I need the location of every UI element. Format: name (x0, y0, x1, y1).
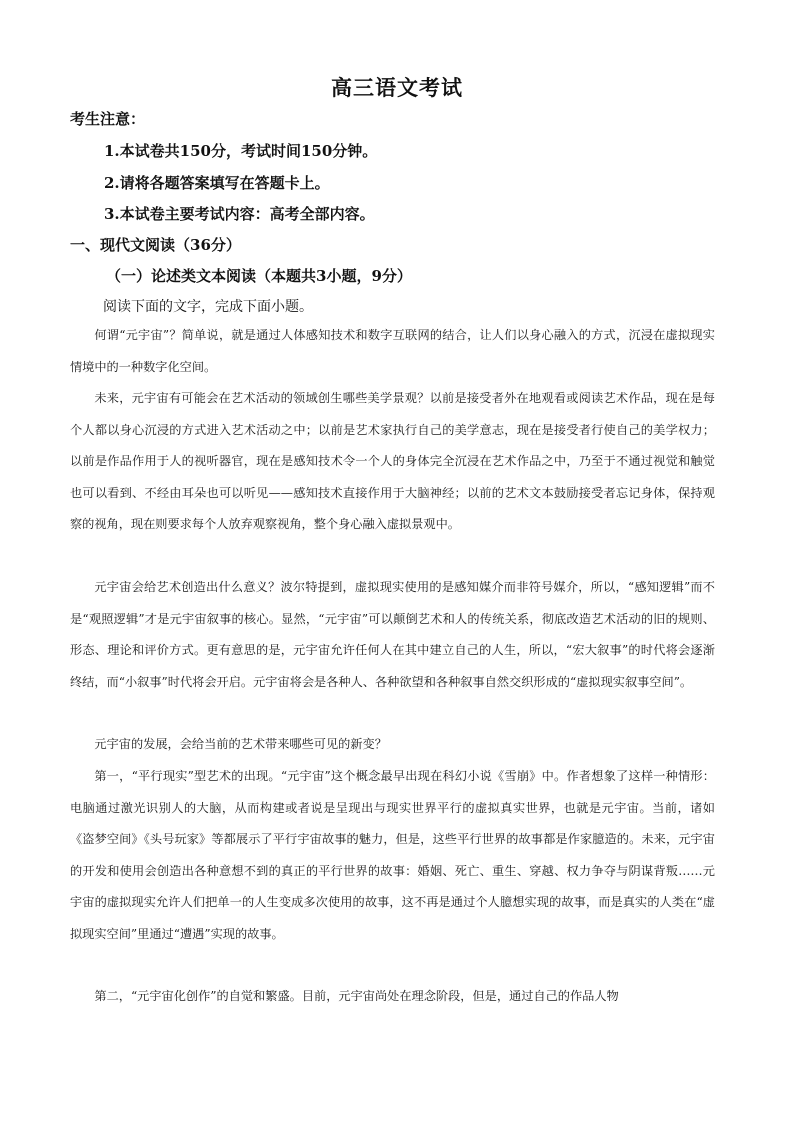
reading-instruction: 阅读下面的文字，完成下面小题。 (103, 299, 313, 315)
passage-paragraph: 元宇宙的发展，会给当前的艺术带来哪些可见的新变？ (94, 737, 387, 751)
passage-paragraph: 元宇宙会给艺术创造出什么意义？波尔特提到，虚拟现实使用的是感知媒介而非符号媒介，所以，“感知逻辑”而不是“观照逻辑”才是元宇宙叙事的核心。显然，“元宇宙”可以颠倒艺术和人的传统关系，彻底改造艺术活动的旧的规则、形态、理论和评价方式。更有意思的是，元宇宙允许任何人在其中建立自己的人生，所以，“宏大叙事”的时代将会逐渐终结，而“小叙事”时代将会开启。元宇宙将会是各种人、各种欲望和各种叙事自然交织形成的“虚拟现实叙事空间”。 (70, 580, 715, 689)
section-heading: 一、现代文阅读（36分） (70, 236, 241, 254)
passage-paragraph: 未来，元宇宙有可能会在艺术活动的领域创生哪些美学景观？以前是接受者外在地观看或阅读艺术作品，现在是每个人都以身心沉浸的方式进入艺术活动之中；以前是艺术家执行自己的美学意志，现在是接受者行使自己的美学权力；以前是作品作用于人的视听器官，现在是感知技术令一个人的身体完全沉浸在艺术作品之中，乃至于不通过视觉和触觉也可以看到、不经由耳朵也可以听见——感知技术直接作用于大脑神经；以前的艺术文本鼓励接受者忘记身体，保持观察的视角，现在则要求每个人放弃观察视角，整个身心融入虚拟景观中。 (70, 391, 715, 531)
notice-item: 3.本试卷主要考试内容：高考全部内容。 (104, 205, 375, 223)
passage-paragraph: 何谓“元宇宙”？简单说，就是通过人体感知技术和数字互联网的结合，让人们以身心融入的方式，沉浸在虚拟现实情境中的一种数字化空间。 (70, 328, 715, 374)
page-title: 高三语文考试 (331, 75, 463, 100)
notice-item: 1.本试卷共150分，考试时间150分钟。 (104, 142, 378, 160)
notice-item: 2.请将各题答案填写在答题卡上。 (104, 174, 330, 192)
passage-paragraph: 第二，“元宇宙化创作”的自觉和繁盛。目前，元宇宙尚处在理念阶段，但是，通过自己的作品人物 (94, 989, 619, 1003)
subsection-heading: （一）论述类文本阅读（本题共3小题，9分） (106, 267, 412, 285)
notice-heading: 考生注意： (70, 110, 146, 128)
passage-paragraph: 第一，“平行现实”型艺术的出现。“元宇宙”这个概念最早出现在科幻小说《雪崩》中。作者想象了这样一种情形：电脑通过激光识别人的大脑，从而构建或者说是呈现出与现实世界平行的虚拟真实世界，也就是元宇宙。当前，诸如《盗梦空间》《头号玩家》等都展示了平行宇宙故事的魅力，但是，这些平行世界的故事都是作家臆造的。未来，元宇宙的开发和使用会创造出各种意想不到的真正的平行世界的故事：婚姻、死亡、重生、穿越、权力争夺与阴谋背叛……元宇宙的虚拟现实允许人们把单一的人生变成多次使用的故事，这不再是通过个人臆想实现的故事，而是真实的人类在“虚拟现实空间”里通过“遭遇”实现的故事。 (70, 769, 715, 941)
